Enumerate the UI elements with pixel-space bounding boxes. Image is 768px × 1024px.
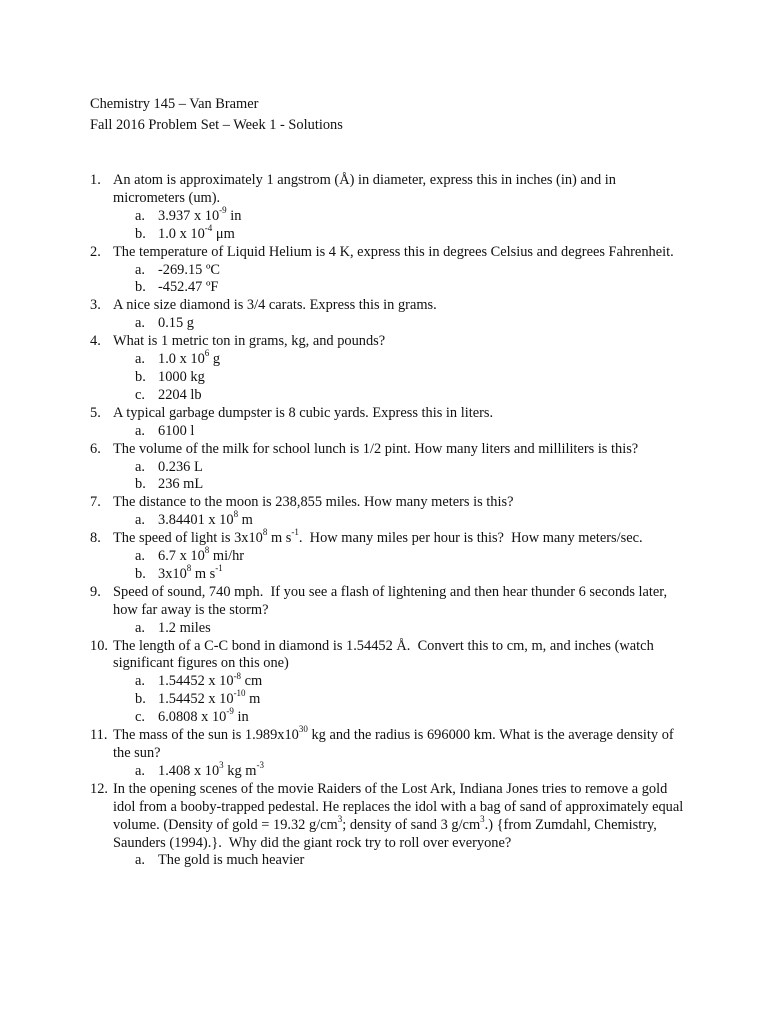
answer-item [90,563,690,584]
question-text: A nice size diamond is 3/4 carats. Express this in grams. [113,297,437,314]
answer-label: a. [135,315,145,332]
question-text: The temperature of Liquid Helium is 4 K, express this in degrees Celsius and degrees Fahrenheit. [113,243,674,260]
answer-label: b. [135,225,146,242]
question-item [90,172,690,208]
document-header [90,94,343,136]
question-list [90,172,690,870]
question-text: What is 1 metric ton in grams, kg, and pounds? [113,333,386,350]
answer-label: b. [135,368,146,385]
answer-text: 236 mL [158,476,204,493]
answer-label: a. [135,422,145,439]
answer-label: a. [135,261,145,278]
answer-label: c. [135,709,145,726]
answer-text: 2204 lb [158,386,202,403]
question-item [90,527,690,548]
answer-label: a. [135,673,145,690]
answer-text: -269.15 ºC [158,261,221,278]
answer-item [90,620,690,638]
answer-item [90,423,690,441]
question-text: The distance to the moon is 238,855 miles. How many meters is this? [113,494,514,511]
answer-item [90,348,690,369]
answer-text: -452.47 ºF [158,279,219,296]
answer-label: b. [135,691,146,708]
question-item [90,638,690,674]
answer-label: b. [135,279,146,296]
question-item [90,244,690,262]
answer-label: a. [135,762,145,779]
question-number: 2. [90,243,101,260]
answer-text: 0.15 g [158,315,194,332]
answer-text: $3x10^8$ m $s^{-1}$ [158,563,223,582]
question-item [90,724,690,763]
answer-label: b. [135,565,146,582]
question-item [90,297,690,315]
answer-label: a. [135,458,145,475]
answer-text: 6.7 x $10^8$ mi/hr [158,545,245,565]
answer-label: a. [135,512,145,529]
answer-label: a. [135,548,145,565]
question-item [90,494,690,512]
question-text: The mass of the sun is $1.989x10^{30}$ kg and the radius is 696000 km. What is the average density of the sun? [113,724,674,761]
question-number: 6. [90,440,101,457]
answer-text: 3.84401 x $10^8$ m [158,509,253,529]
answer-text: 6100 l [158,422,195,439]
answer-label: a. [135,852,145,869]
answer-text: 1.0 x $10^6$ g [158,348,221,368]
question-number: 8. [90,530,101,547]
answer-item [90,262,690,280]
course-title: Chemistry 145 – Van Bramer [90,96,259,112]
question-text: The length of a C-C bond in diamond is 1.54452 Å. Convert this to cm, m, and inches (watch significant figures on this one) [113,637,654,672]
answer-item [90,476,690,494]
answer-label: a. [135,351,145,368]
answer-item [90,279,690,297]
question-item [90,584,690,620]
answer-item [90,315,690,333]
answer-text: 3.937 x $10^{-9}$ in [158,205,242,224]
answer-text: 1.54452 x $10^{-10}$ m [158,688,261,708]
question-number: 11. [90,727,108,744]
answer-item [90,369,690,387]
answer-item [90,852,690,870]
answer-text: 1.2 miles [158,619,211,636]
answer-item [90,706,690,727]
question-number: 10. [90,637,108,654]
question-number: 4. [90,333,101,350]
question-number: 7. [90,494,101,511]
question-text: A typical garbage dumpster is 8 cubic yards. Express this in liters. [113,404,494,421]
answer-item [90,205,690,226]
answer-item [90,688,690,709]
answer-item [90,459,690,477]
problem-set-title: Fall 2016 Problem Set – Week 1 - Solutions [90,117,343,133]
question-number: 3. [90,297,101,314]
answer-item [90,670,690,691]
answer-item [90,760,690,781]
question-number: 9. [90,583,101,600]
answer-text: 1.54452 x $10^{-8}$ cm [158,670,263,690]
question-text: In the opening scenes of the movie Raiders of the Lost Ark, Indiana Jones tries to remove a gold idol from a booby-trapped pedestal. He replaces the idol with a bag of sand of approximately equal volume. (Density of gold = 19.32 $g/cm^3$; density of sand 3 $g/cm^3$.) {from Zumdahl, Chemistry, Saunders (1994).}. Why did the giant rock try to roll over everyone? [113,780,684,851]
question-text: An atom is approximately 1 angstrom (Å) in diameter, express this in inches (in) and in micrometers (um). [113,172,616,206]
question-item [90,405,690,423]
answer-text: 1000 kg [158,368,205,385]
question-text: The volume of the milk for school lunch is 1/2 pint. How many liters and milliliters is this? [113,440,639,457]
answer-item [90,545,690,566]
question-number: 5. [90,404,101,421]
answer-label: a. [135,619,145,636]
answer-text: 1.0 x $10^{-4}$ μm [158,222,235,242]
question-number: 1. [90,172,101,188]
answer-item [90,509,690,530]
answer-item [90,222,690,244]
question-item [90,333,690,351]
answer-text: 0.236 L [158,458,203,475]
question-number: 12. [90,780,108,797]
answer-text: 6.0808 x $10^{-9}$ in [158,706,249,726]
answer-label: b. [135,476,146,493]
answer-text: 1.408 x $10^3$ kg $m^{-3}$ [158,760,264,779]
question-text: The speed of light is $3x10^8$ m $s^{-1}$. How many miles per hour is this? How many meters/sec. [113,527,643,547]
question-item [90,781,690,853]
answer-label: c. [135,386,145,403]
answer-item [90,387,690,405]
answer-label: a. [135,207,145,224]
question-item [90,441,690,459]
answer-text: The gold is much heavier [158,852,305,869]
question-text: Speed of sound, 740 mph. If you see a flash of lightening and then hear thunder 6 seconds later, how far away is the storm? [113,583,668,618]
